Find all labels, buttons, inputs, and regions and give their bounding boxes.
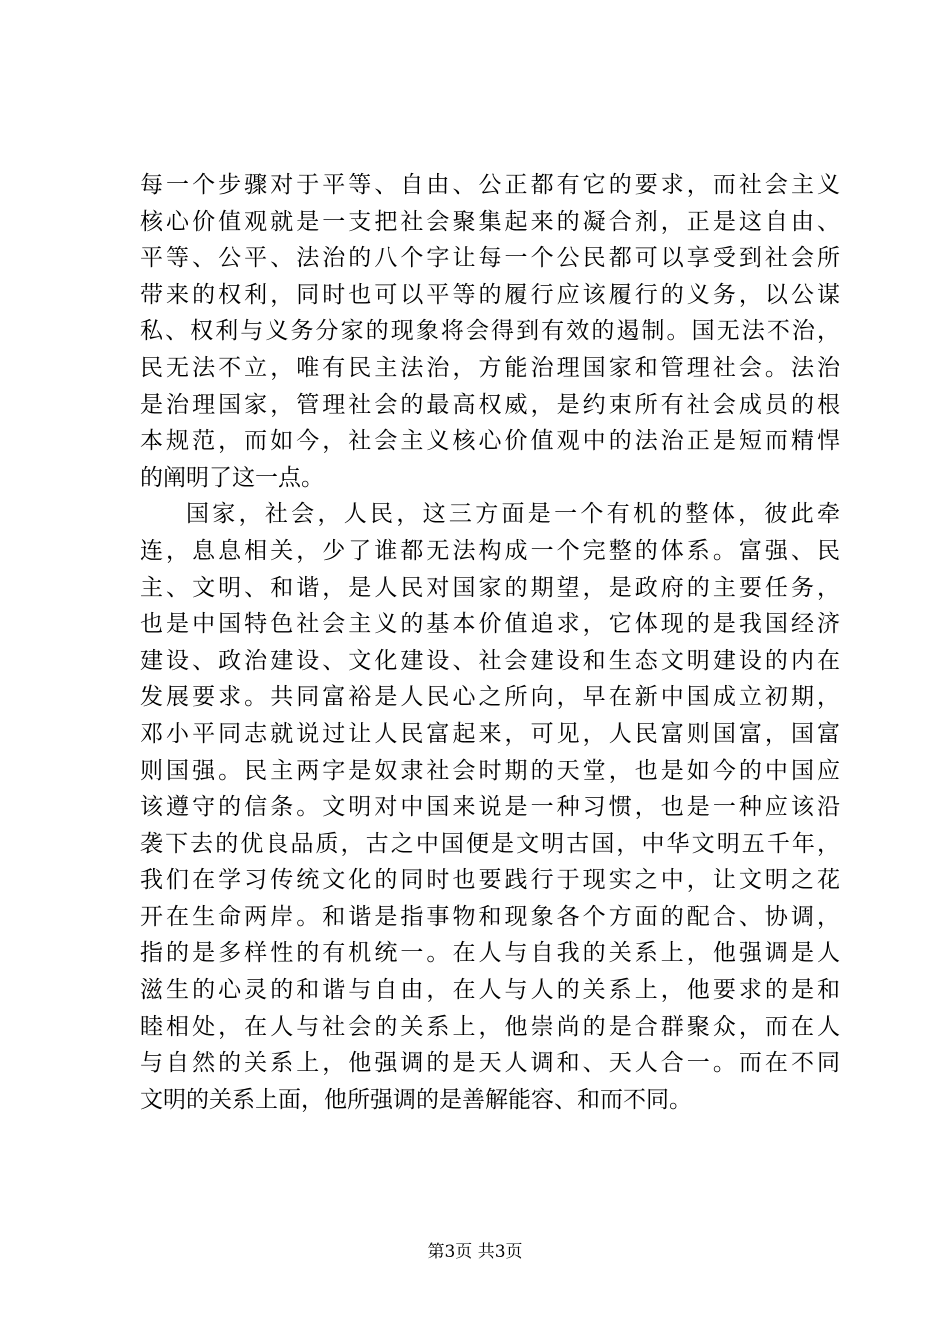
- text-line: 本规范，而如今，社会主义核心价值观中的法治正是短而精悍: [140, 428, 840, 455]
- text-line: 每一个步骤对于平等、自由、公正都有它的要求，而社会主义: [140, 172, 840, 198]
- text-line: 平等、公平、法治的八个字让每一个公民都可以享受到社会所: [140, 245, 840, 272]
- text-line: 袭下去的优良品质，古之中国便是文明古国，中华文明五千年，: [140, 830, 840, 857]
- text-line: 则国强。民主两字是奴隶社会时期的天堂，也是如今的中国应: [140, 757, 840, 784]
- page-number: 第3页 共3页: [427, 1242, 523, 1262]
- text-line: 文明的关系上面，他所强调的是善解能容、和而不同。: [140, 1086, 692, 1113]
- text-line: 带来的权利，同时也可以平等的履行应该履行的义务，以公谋: [140, 281, 840, 308]
- document-body: [140, 167, 840, 1118]
- text-line: 发展要求。共同富裕是人民心之所向，早在新中国成立初期，: [140, 684, 840, 711]
- text-line: 私、权利与义务分家的现象将会得到有效的遏制。国无法不治，: [140, 318, 840, 345]
- text-line: 的阐明了这一点。: [140, 464, 324, 491]
- text-line: 与自然的关系上，他强调的是天人调和、天人合一。而在不同: [140, 1050, 840, 1077]
- text-line: 国家，社会，人民，这三方面是一个有机的整体，彼此牵: [186, 501, 840, 528]
- text-line: 是治理国家，管理社会的最高权威，是约束所有社会成员的根: [140, 391, 840, 418]
- text-line: 邓小平同志就说过让人民富起来，可见，人民富则国富，国富: [140, 720, 840, 747]
- text-line: 建设、政治建设、文化建设、社会建设和生态文明建设的内在: [140, 647, 840, 674]
- text-line: 睦相处，在人与社会的关系上，他崇尚的是合群聚众，而在人: [140, 1013, 840, 1040]
- text-line: 主、文明、和谐，是人民对国家的期望，是政府的主要任务，: [140, 574, 840, 601]
- text-line: 我们在学习传统文化的同时也要践行于现实之中，让文明之花: [140, 867, 840, 894]
- page-footer: [0, 1240, 950, 1264]
- text-line: 民无法不立，唯有民主法治，方能治理国家和管理社会。法治: [140, 354, 840, 381]
- text-line: 也是中国特色社会主义的基本价值追求，它体现的是我国经济: [140, 611, 840, 638]
- text-line: 滋生的心灵的和谐与自由，在人与人的关系上，他要求的是和: [140, 977, 840, 1004]
- text-line: 该遵守的信条。文明对中国来说是一种习惯，也是一种应该沿: [140, 794, 840, 821]
- text-line: 开在生命两岸。和谐是指事物和现象各个方面的配合、协调，: [140, 903, 840, 930]
- text-line: 指的是多样性的有机统一。在人与自我的关系上，他强调是人: [140, 940, 840, 967]
- text-line: 核心价值观就是一支把社会聚集起来的凝合剂，正是这自由、: [140, 208, 840, 235]
- text-line: 连，息息相关，少了谁都无法构成一个完整的体系。富强、民: [140, 537, 840, 564]
